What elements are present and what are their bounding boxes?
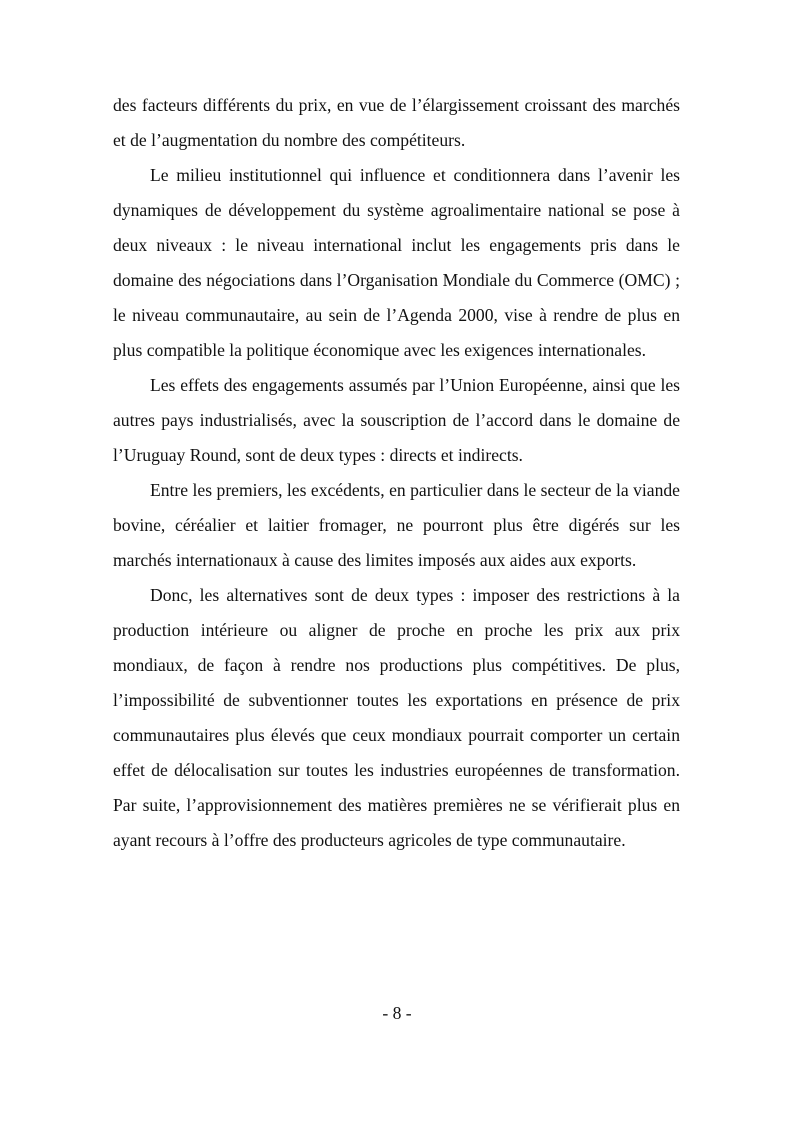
paragraph-surpluses: Entre les premiers, les excédents, en particulier dans le secteur de la viande bovine, céréalier et laitier fromager, ne pourront plus être digérés sur les marchés internationaux à cause des limites imposés aux aides aux exports.	[113, 480, 680, 570]
body-text	[113, 88, 680, 858]
page-number: - 8 -	[382, 1003, 412, 1023]
paragraph-institutional-context: Le milieu institutionnel qui influence et conditionnera dans l’avenir les dynamiques de développement du système agroalimentaire national se pose à deux niveaux : le niveau international inclut les engagements pris dans le domaine des négociations dans l’Organisation Mondiale du Commerce (OMC) ; le niveau communautaire, au sein de l’Agenda 2000, vise à rendre de plus en plus compatible la politique économique avec les exigences internationales.	[113, 165, 680, 360]
paragraph-eu-commitments: Les effets des engagements assumés par l’Union Européenne, ainsi que les autres pays industrialisés, avec la souscription de l’accord dans le domaine de l’Uruguay Round, sont de deux types : directs et indirects.	[113, 375, 680, 465]
paragraph-continuation: des facteurs différents du prix, en vue de l’élargissement croissant des marchés et de l’augmentation du nombre des compétiteurs.	[113, 95, 680, 150]
paragraph-alternatives: Donc, les alternatives sont de deux types : imposer des restrictions à la production intérieure ou aligner de proche en proche les prix aux prix mondiaux, de façon à rendre nos productions plus compétitives. De plus, l’impossibilité de subventionner toutes les exportations en présence de prix communautaires plus élevés que ceux mondiaux pourrait comporter un certain effet de délocalisation sur toutes les industries européennes de transformation. Par suite, l’approvisionnement des matières premières ne se vérifierait plus en ayant recours à l’offre des producteurs agricoles de type communautaire.	[113, 585, 680, 850]
